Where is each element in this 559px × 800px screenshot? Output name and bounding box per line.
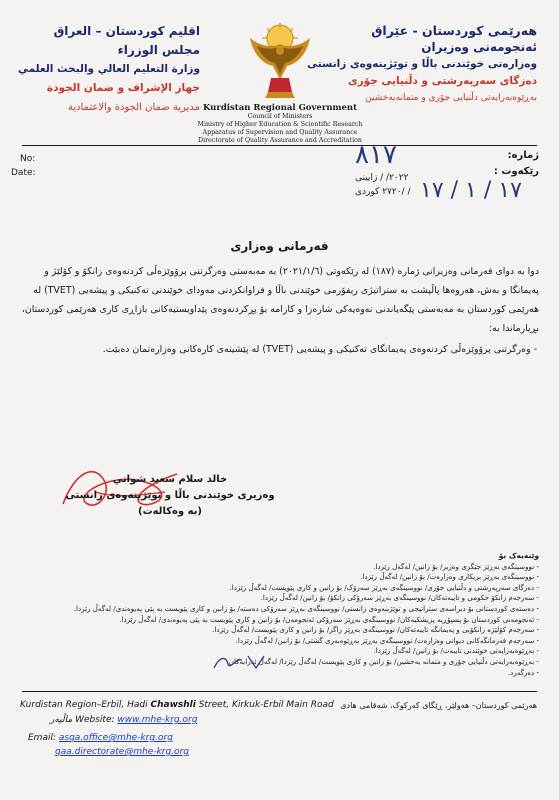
english-header-line-5: Directorate of Quality Assurance and Accreditation [198,137,362,144]
gregorian-date: ٢٠٢٢/ / زایینی [355,173,409,183]
kurdish-date-label: رێکەوت : [493,166,539,177]
footer-website [50,715,197,725]
email-link-office[interactable]: asqa.office@mhe-krg.org [58,733,173,743]
arabic-header-line-2: مجلس الوزراء [117,43,200,57]
signature-block [60,472,280,520]
initials-icon [210,650,270,675]
email-label: Email: [28,733,57,743]
english-header-line-4: Apparatus of Supervision and Quality Assurance [202,129,358,136]
date-label: Date: [11,168,36,178]
cc-item: - دەرگەرد. [507,667,539,677]
kurdish-header-line-3: وەزارەتی خوێندنی باڵا و توێژینەوەی زانستی [307,58,537,70]
cc-item: - سەرجەم کۆلێژە زانکۆیی و پەیمانگە تایبەتەکان/ نووسینگەی بەڕێز راگر/ بۆ زانین و کاری پێویست/ لەگەڵ رێزدا. [212,625,539,635]
kurdish-header [307,22,537,107]
footer-address [20,700,334,710]
cc-item: - بەڕێوەبەرایەتی دڵنیایی جۆری و متمانە بەخشین/ بۆ زانین و کاری پێویست/ لەگەڵ رێزدا/ لەگەڵ ئەرابەکان. [226,656,539,666]
cc-item: - سەرجەم زانکۆ حکومی و تایبەتەکان/ نووسینگەی بەڕێز سەرۆکی زانکۆ/ بۆ زانین/ لەگەڵ رێزدا. [260,593,539,603]
cc-list [19,551,539,678]
footer-email-2 [55,747,189,757]
handwritten-date: ١٧ / ١ / ١٧ [420,178,522,203]
footer-address-kurdish: هەرێمی کوردستان– هەولێر، ڕێگای کەرکوک، شەقامی هادی [340,701,537,710]
handwritten-number: ٨١٧ [355,140,397,170]
cc-item: - نووسینگەی بەڕێز بریکاری وەزارەت/ بۆ زانین/ لەگەڵ رێزدا. [360,572,539,582]
cc-item: - ئەنجومەنی کوردستان بۆ پسپۆڕیە پزیشکیەکان/ نووسینگەی بەڕێز سەرۆکی ئەنجومەن/ بۆ زانین و کاری پێویست بە پێی پەیوەندی/ لەگەڵ رێزدا. [119,614,539,624]
cc-item: - سەرجەم فەرمانگەکانی دیوانی وەزارەت/ نووسینگەی بەڕێز بەڕێوەبەری گشتی/ بۆ زانین/ لەگەڵ رێزدا. [235,635,539,645]
english-header-line-3: Ministry of Higher Education & Scientific Research [197,121,363,128]
arabic-header-line-1: اقليم كوردستان – العراق [53,24,200,38]
signatory-name: خالد سلام سعيد شواني [112,474,228,485]
kurdish-calendar-date: / /٢٧٢٠ كوردی [355,187,411,197]
cc-item: - نووسینگەی بەڕێز جێگری وەزیر/ بۆ زانین/ لەگەل رێزدا. [373,561,539,571]
english-header-line-2: Council of Ministers [247,113,313,120]
header-divider [22,145,537,146]
footer-address-bold: Chawshli [150,700,196,710]
website-kurdish-label: ماڵپەر [50,715,73,725]
website-link[interactable]: www.mhe-krg.org [117,715,198,725]
signatory-note: (بە وەکالەت) [138,506,202,517]
decision-bullet: - وەرگرتنی پرۆوێزەڵی کردنەوەی پەیمانگای تەکنیکی و پیشەیی (TVET) لە پێشینەی کارەکانی وەزارەتمان دەبێت. [102,344,537,355]
signatory-title: وەزیری خوێندنی باڵا و توێژینەوەی زانستی [65,490,275,501]
footer [0,693,559,800]
no-label: No: [20,154,36,164]
cc-heading: وێنەیەک بۆ [498,551,539,560]
kurdish-number-label: ژمارە: [507,150,539,161]
kurdish-header-line-1: هەرێمی کوردستان - عێراق [371,23,537,38]
arabic-header [17,22,200,117]
krg-eagle-emblem-icon [245,22,315,102]
body-paragraph: دوا بە دوای فەرمانی وەزیرانی ژمارە (١٨٧) لە رێکەوتی (٢٠٢١/١/٦) بە مەبەستی وەرگرتنی پرۆوێزەڵی کردنەوەی زانکۆ و کۆلێژ و پەیمانگا و بەش، هەروەها پاڵپشت بە ستراتیژی ریفۆرمی خوێندنی باڵا و فراوانکردنی مەودای خوێندنی تەکنیکی و پیشەیی (TVET) لە هەرێمی کوردستان بە مەبەستی پێگەیاندنی نەوەیەکی شارەزا و کارامە بۆ پڕکردنەوەی پێداویستیەکانی بازاڕی کاری هەرێمی کوردستان، بڕیارماندا بە: [21,266,539,334]
english-header [195,103,365,145]
website-label: Website: [75,715,115,725]
kurdish-header-line-5: بەڕێوەبەرایەتی دڵنیایی جۆری و متمانەبەخشین [365,93,537,103]
arabic-header-line-4: جهاز الإشراف و ضمان الجودة [46,82,200,94]
document-title: فەرمانی وەزاری [230,239,329,253]
kurdish-header-line-4: دەزگای سەرپەرشتی و دڵنیایی جۆری [347,75,537,87]
arabic-header-line-3: وزارة التعليم العالي والبحث العلمي [17,63,200,75]
footer-email [28,733,173,743]
arabic-header-line-5: مديرية ضمان الجودة والاعتمادية [67,102,200,113]
email-link-directorate[interactable]: qaa.directorate@mhe-krg.org [55,747,189,757]
footer-address-suffix: Street, Kirkuk-Erbil Main Road [195,700,334,710]
cc-item: - دەستەی کوردستانی بۆ دیراسەی ستراتیجی و توێژینەوەی زانستی/ نووسینگەی بەڕێز سەرۆکی دەستە/ بۆ زانین و کاری پێویست بە پێی پەیوەندی/ لەگەڵ رێزدا. [73,603,539,613]
footer-divider [22,691,537,692]
cc-item: - بەڕێوەبەرایەتی خوێندنی تایبەت/ بۆ زانین/ لەگەڵ رێزدا. [373,646,539,656]
footer-address-prefix: Kurdistan Region–Erbil, Hadi [20,700,151,710]
kurdish-header-line-2: ئەنجومەنی وەزیران [421,40,537,54]
english-header-line-1: Kurdistan Regional Government [202,103,358,113]
cc-item: - دەزگای سەرپەرشتی و دڵنیایی جۆری/ نووسینگەی بەڕێز سەرۆک/ بۆ زانین و کاری پێویست/ لەگەڵ رێزدا. [229,582,539,592]
